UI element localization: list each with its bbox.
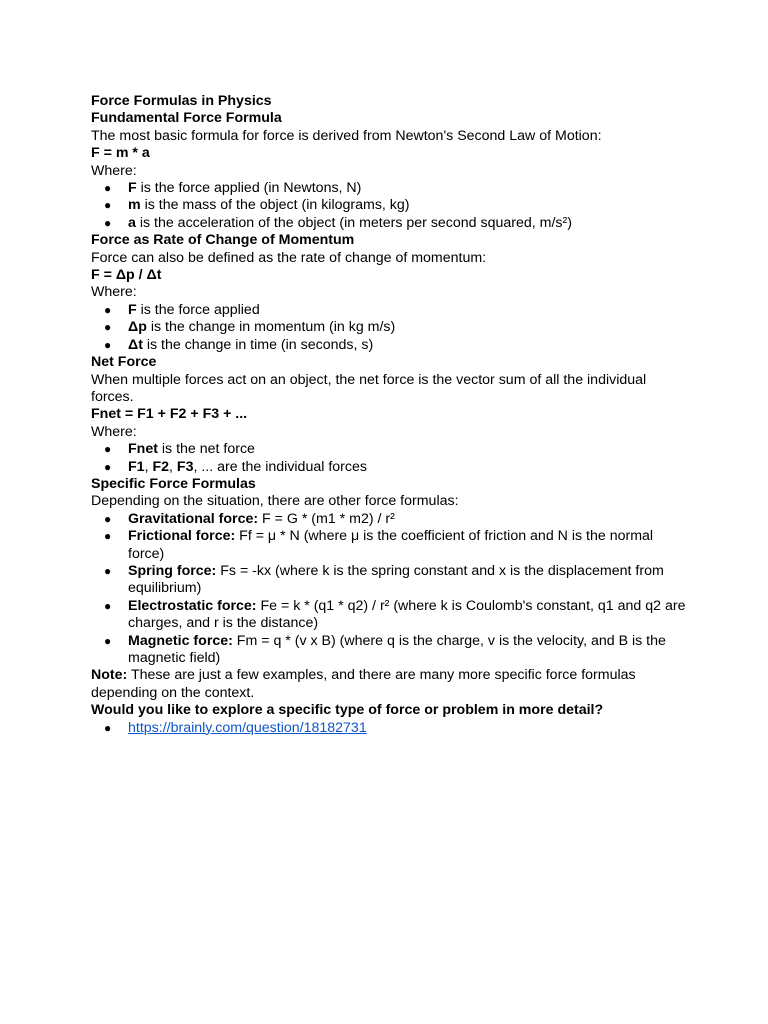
variable-term: Δp [128, 319, 147, 336]
list-item [91, 319, 691, 336]
bullet-icon: ● [104, 337, 112, 352]
list-specific-formulas [91, 511, 691, 668]
formula-newton-second-law: F = m * a [91, 145, 150, 162]
bullet-icon: ● [104, 511, 112, 526]
list-item [91, 180, 691, 197]
list-item [91, 302, 691, 319]
variable-description: is the force applied (in Newtons, N) [136, 180, 362, 197]
list-item [91, 720, 691, 737]
bullet-icon: ● [104, 459, 112, 474]
paragraph-momentum-intro: Force can also be defined as the rate of change of momentum: [91, 249, 487, 266]
list-item [91, 528, 691, 563]
paragraph-net-force-intro: When multiple forces act on an object, the net force is the vector sum of all the individual forces. [91, 371, 647, 405]
variable-term: F1 [128, 458, 145, 475]
formula-momentum: F = Δp / Δt [91, 267, 162, 284]
variable-description: is the change in time (in seconds, s) [142, 336, 374, 353]
follow-up-question: Would you like to explore a specific type of force or problem in more detail? [91, 702, 604, 719]
separator: , [169, 458, 177, 475]
force-name: Spring force: [128, 562, 217, 579]
reference-link[interactable]: https://brainly.com/question/18182731 [128, 719, 367, 736]
list-item [91, 598, 691, 633]
list-item [91, 197, 691, 214]
force-formula: Fe = k * (q1 * q2) / r² (where k is Coulomb's constant, q1 and q2 are charges, and r is the distance) [128, 597, 686, 632]
bullet-icon: ● [104, 563, 112, 578]
force-formula: Ff = μ * N (where μ is the coefficient of friction and N is the normal force) [128, 528, 654, 562]
variable-term: Fnet [128, 441, 158, 458]
force-name: Magnetic force: [128, 632, 233, 649]
note-paragraph [91, 667, 691, 702]
variable-description: is the change in momentum (in kg m/s) [146, 319, 396, 336]
list-item [91, 511, 691, 528]
list-net-force-variables [91, 441, 691, 476]
bullet-icon: ● [104, 215, 112, 230]
paragraph-specific-intro: Depending on the situation, there are other force formulas: [91, 493, 459, 510]
variable-term: F [128, 301, 137, 318]
list-item [91, 337, 691, 354]
bullet-icon: ● [104, 302, 112, 317]
section-heading-specific: Specific Force Formulas [91, 475, 256, 492]
formula-net-force: Fnet = F1 + F2 + F3 + ... [91, 406, 248, 423]
where-label: Where: [91, 284, 137, 301]
force-name: Electrostatic force: [128, 597, 257, 614]
force-formula: Fs = -kx (where k is the spring constant and x is the displacement from equilibrium) [128, 562, 664, 597]
variable-term: F3 [176, 458, 194, 475]
variable-description: is the acceleration of the object (in meters per second squared, m/s²) [135, 214, 572, 231]
variable-description: is the mass of the object (in kilograms, kg) [140, 197, 410, 214]
force-name: Gravitational force: [128, 510, 259, 527]
variable-term: F2 [152, 458, 170, 475]
list-item [91, 563, 691, 598]
variable-description: , ... are the individual forces [193, 458, 367, 475]
where-label: Where: [91, 162, 137, 179]
bullet-icon: ● [104, 633, 112, 648]
list-item [91, 459, 691, 476]
variable-term: F [128, 180, 137, 197]
list-item [91, 215, 691, 232]
variable-description: is the net force [157, 441, 255, 458]
document-title: Force Formulas in Physics [91, 93, 272, 109]
bullet-icon: ● [104, 720, 112, 735]
bullet-icon: ● [104, 320, 112, 335]
list-fundamental-variables [91, 180, 691, 232]
force-formula: F = G * (m1 * m2) / r² [258, 510, 395, 527]
section-heading-momentum: Force as Rate of Change of Momentum [91, 232, 355, 249]
paragraph-fundamental-intro: The most basic formula for force is derived from Newton's Second Law of Motion: [91, 127, 602, 144]
note-label: Note: [91, 667, 128, 684]
variable-term: Δt [128, 336, 143, 353]
bullet-icon: ● [104, 598, 112, 613]
list-references [91, 720, 691, 737]
separator: , [144, 458, 153, 475]
list-momentum-variables [91, 302, 691, 354]
bullet-icon: ● [104, 442, 112, 457]
variable-description: is the force applied [136, 301, 260, 318]
bullet-icon: ● [104, 529, 112, 544]
list-item [91, 441, 691, 458]
section-heading-net-force: Net Force [91, 354, 157, 371]
where-label: Where: [91, 423, 137, 440]
section-heading-fundamental: Fundamental Force Formula [91, 110, 282, 127]
document-page [91, 93, 691, 737]
list-item [91, 633, 691, 668]
bullet-icon: ● [104, 181, 112, 196]
bullet-icon: ● [104, 198, 112, 213]
variable-term: a [128, 214, 136, 231]
force-name: Frictional force: [128, 528, 236, 545]
variable-term: m [128, 197, 141, 214]
force-formula: Fm = q * (v x B) (where q is the charge, v is the velocity, and B is the magnetic field) [128, 632, 666, 666]
note-text: These are just a few examples, and there are many more specific force formulas depending on the context. [91, 667, 636, 701]
